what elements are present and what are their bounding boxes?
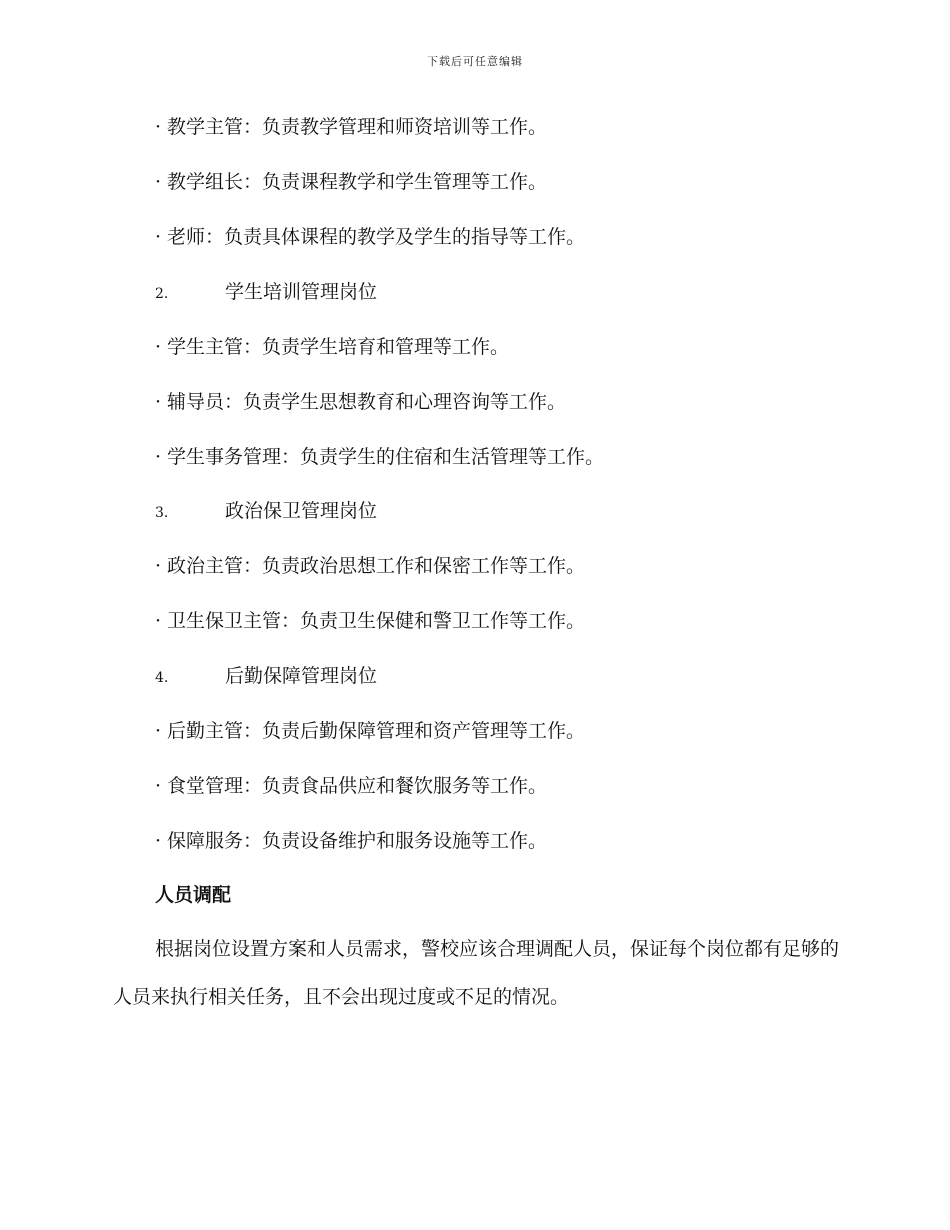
list-item: · 教学主管：负责教学管理和师资培训等工作。 bbox=[155, 116, 548, 138]
section-heading bbox=[155, 664, 377, 690]
section-title: 学生培训管理岗位 bbox=[225, 281, 378, 303]
bullet-icon: · bbox=[155, 775, 162, 797]
list-item: · 教学组长：负责课程教学和学生管理等工作。 bbox=[155, 171, 548, 193]
section-number: 2. bbox=[155, 286, 169, 302]
list-item: · 政治主管：负责政治思想工作和保密工作等工作。 bbox=[155, 555, 586, 577]
list-item: · 辅导员：负责学生思想教育和心理咨询等工作。 bbox=[155, 391, 567, 413]
bullet-icon: · bbox=[155, 610, 162, 632]
section-heading bbox=[155, 280, 377, 306]
section-title: 后勤保障管理岗位 bbox=[225, 665, 378, 687]
bullet-icon: · bbox=[155, 555, 162, 577]
section-heading bbox=[155, 499, 377, 525]
bullet-icon: · bbox=[155, 391, 162, 413]
bullet-icon: · bbox=[155, 720, 162, 742]
list-item: · 老师：负责具体课程的教学及学生的指导等工作。 bbox=[155, 226, 586, 248]
bullet-icon: · bbox=[155, 446, 162, 468]
bullet-icon: · bbox=[155, 226, 162, 248]
page-header: 下载后可任意编辑 bbox=[427, 55, 523, 68]
section-title: 政治保卫管理岗位 bbox=[225, 500, 378, 522]
list-item: · 学生事务管理：负责学生的住宿和生活管理等工作。 bbox=[155, 446, 605, 468]
bullet-icon: · bbox=[155, 336, 162, 358]
list-item: · 保障服务：负责设备维护和服务设施等工作。 bbox=[155, 830, 548, 852]
bullet-icon: · bbox=[155, 171, 162, 193]
bullet-icon: · bbox=[155, 830, 162, 852]
list-item: · 学生主管：负责学生培育和管理等工作。 bbox=[155, 336, 510, 358]
section-number: 3. bbox=[155, 505, 169, 521]
list-item: · 食堂管理：负责食品供应和餐饮服务等工作。 bbox=[155, 775, 548, 797]
staffing-paragraph: 根据岗位设置方案和人员需求，警校应该合理调配人员，保证每个岗位都有足够的人员来执行相关任务，且不会出现过度或不足的情况。 bbox=[113, 938, 840, 1008]
staffing-heading: 人员调配 bbox=[155, 884, 232, 906]
list-item: · 卫生保卫主管：负责卫生保健和警卫工作等工作。 bbox=[155, 610, 586, 632]
section-number: 4. bbox=[155, 670, 169, 686]
bullet-icon: · bbox=[155, 116, 162, 138]
list-item: · 后勤主管：负责后勤保障管理和资产管理等工作。 bbox=[155, 720, 586, 742]
